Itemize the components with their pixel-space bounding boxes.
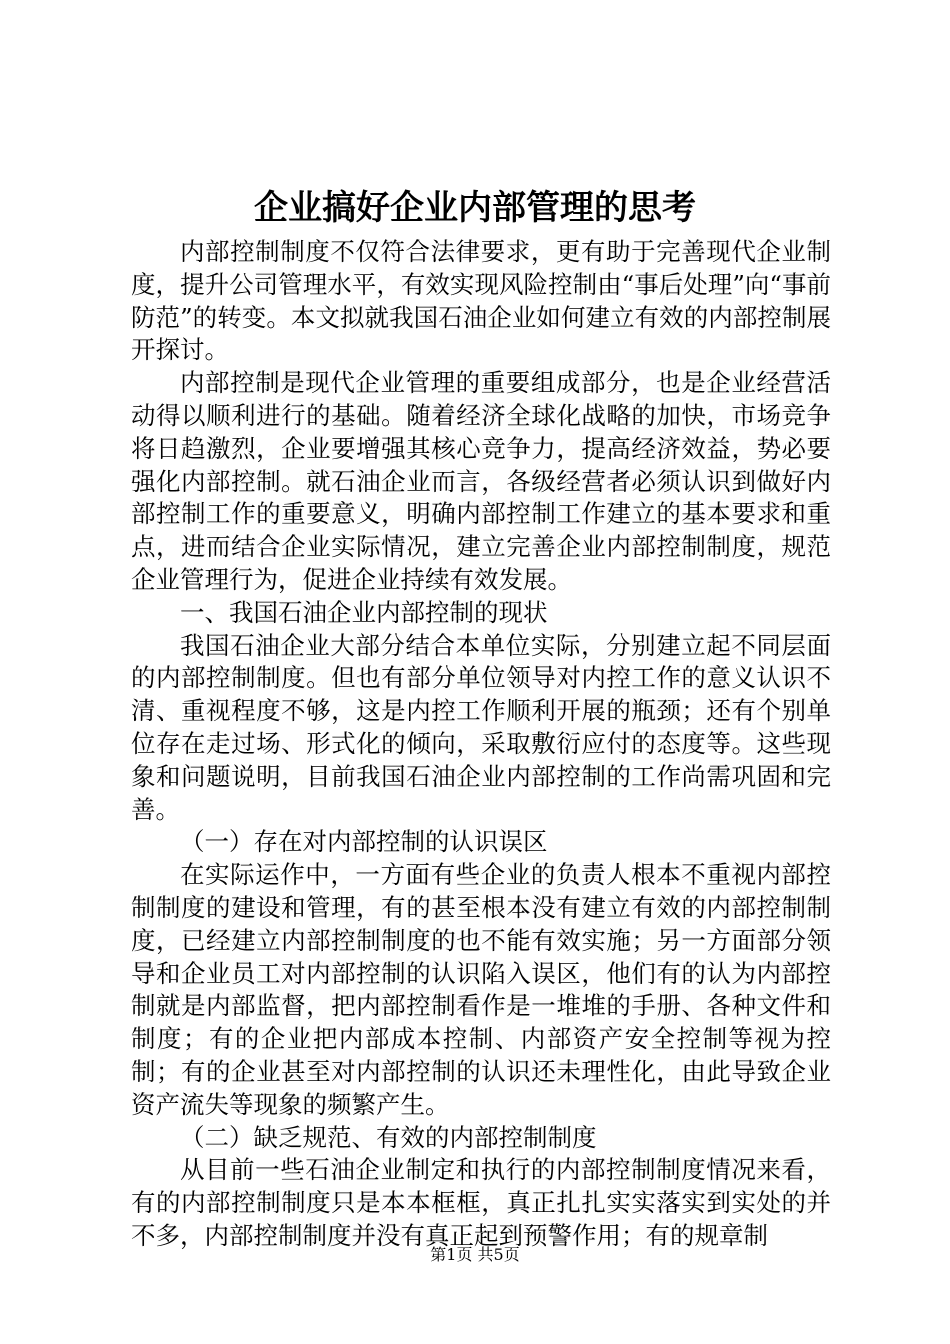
paragraph-intro: 内部控制制度不仅符合法律要求，更有助于完善现代企业制度，提升公司管理水平，有效实现风险控制由“事后处理”向“事前防范”的转变。本文拟就我国石油企业如何建立有效的内部控制展开探讨。: [131, 237, 831, 365]
document-body: [131, 236, 831, 1253]
subsection-heading-2: （二）缺乏规范、有效的内部控制制度: [180, 1122, 597, 1152]
paragraph-status: 我国石油企业大部分结合本单位实际，分别建立起不同层面的内部控制制度。但也有部分单位领导对内控工作的意义认识不清、重视程度不够，这是内控工作顺利开展的瓶颈；还有个别单位存在走过场、形式化的倾向，采取敷衍应付的态度等。这些现象和问题说明，目前我国石油企业内部控制的工作尚需巩固和完善。: [131, 630, 831, 824]
paragraph-background: 内部控制是现代企业管理的重要组成部分，也是企业经营活动得以顺利进行的基础。随着经济全球化战略的加快，市场竞争将日趋激烈，企业要增强其核心竞争力，提高经济效益，势必要强化内部控制。就石油企业而言，各级经营者必须认识到做好内部控制工作的重要意义，明确内部控制工作建立的基本要求和重点，进而结合企业实际情况，建立完善企业内部控制制度，规范企业管理行为，促进企业持续有效发展。: [131, 368, 831, 594]
paragraph-misconceptions: 在实际运作中，一方面有些企业的负责人根本不重视内部控制制度的建设和管理，有的甚至根本没有建立有效的内部控制制度，已经建立内部控制制度的也不能有效实施；另一方面部分领导和企业员工对内部控制的认识陷入误区，他们有的认为内部控制就是内部监督，把内部控制看作是一堆堆的手册、各种文件和制度；有的企业把内部成本控制、内部资产安全控制等视为控制；有的企业甚至对内部控制的认识还未理性化，由此导致企业资产流失等现象的频繁产生。: [131, 860, 831, 1119]
section-heading-1: 一、我国石油企业内部控制的现状: [180, 597, 548, 627]
paragraph-lack-of-system: 从目前一些石油企业制定和执行的内部控制制度情况来看，有的内部控制制度只是本本框框，真正扎扎实实落实到实处的并不多，内部控制制度并没有真正起到预警作用；有的规章制: [131, 1155, 831, 1250]
subsection-heading-1: （一）存在对内部控制的认识误区: [180, 827, 548, 857]
page-footer: 第1页 共5页: [430, 1245, 520, 1264]
document-title: 企业搞好企业内部管理的思考: [254, 188, 696, 228]
